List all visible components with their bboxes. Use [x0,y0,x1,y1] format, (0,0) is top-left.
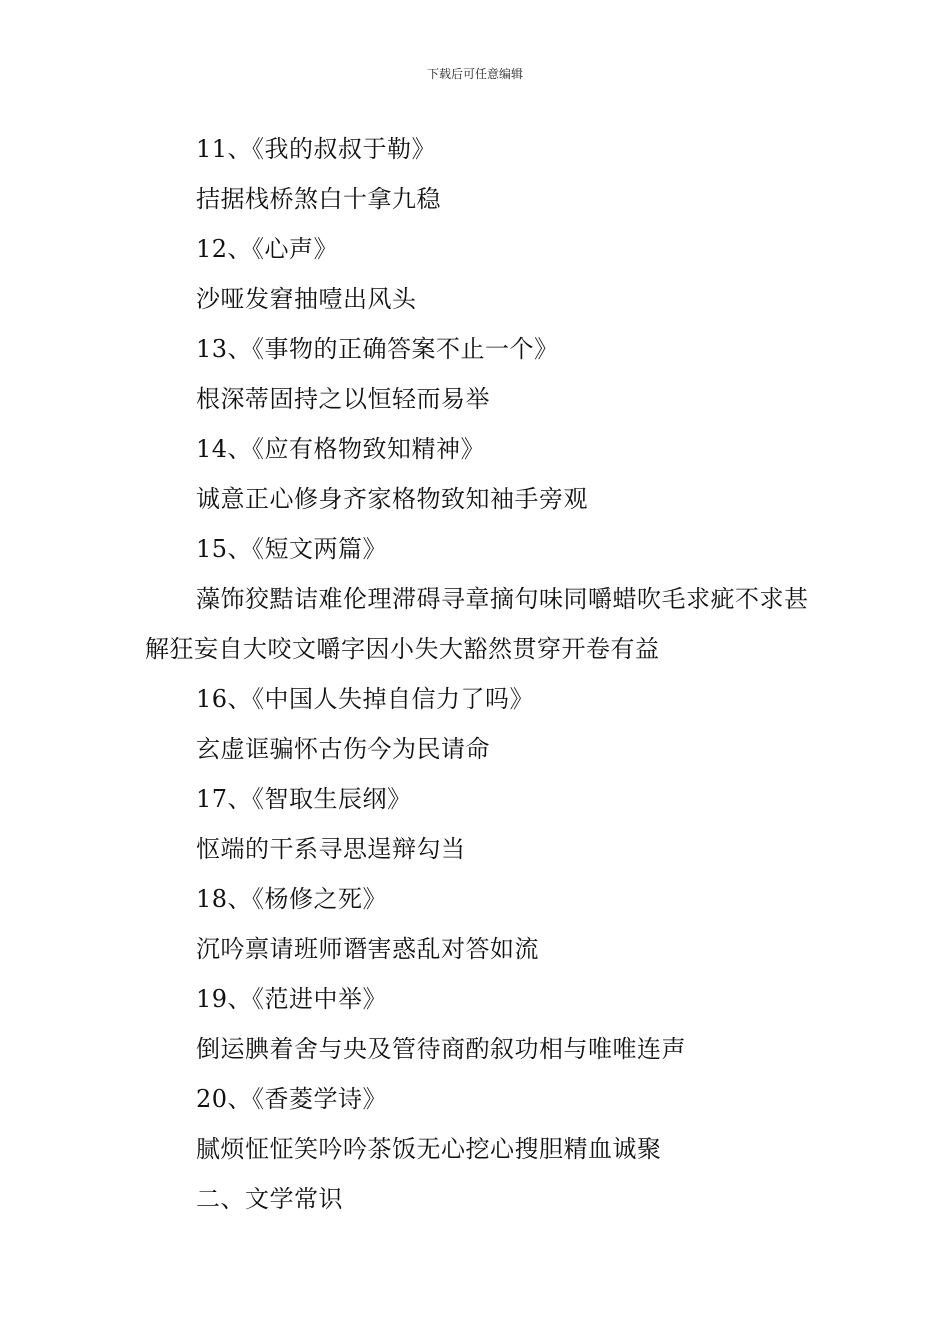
vocab-lesson-20: 腻烦怔怔笑吟吟茶饭无心挖心搜胆精血诚聚 [196,1135,662,1163]
vocab-lesson-15: 藻饰狡黠诘难伦理滞碍寻章摘句味同嚼蜡吹毛求疵不求甚解狂妄自大咬文嚼字因小失大豁然贯穿开卷有益 [145,585,809,663]
vocab-lesson-16: 玄虚诓骗怀古伤今为民请命 [196,735,490,763]
heading-lesson-13: 13、《事物的正确答案不止一个》 [196,335,559,363]
vocab-lesson-18: 沉吟禀请班师谮害惑乱对答如流 [196,935,539,963]
heading-lesson-19: 19、《范进中举》 [196,985,388,1013]
vocab-lesson-19: 倒运腆着舍与央及管待商酌叙功相与唯唯连声 [196,1035,686,1063]
heading-lesson-12: 12、《心声》 [196,235,339,263]
heading-lesson-11: 11、《我的叔叔于勒》 [196,135,437,163]
heading-lesson-16: 16、《中国人失掉自信力了吗》 [196,685,535,713]
heading-lesson-14: 14、《应有格物致知精神》 [196,435,486,463]
page-header: 下载后可任意编辑 [426,67,523,81]
document-body [145,124,815,1224]
vocab-lesson-14: 诚意正心修身齐家格物致知袖手旁观 [196,485,588,513]
heading-lesson-20: 20、《香菱学诗》 [196,1085,388,1113]
vocab-lesson-12: 沙哑发窘抽噎出风头 [196,285,417,313]
vocab-lesson-13: 根深蒂固持之以恒轻而易举 [196,385,490,413]
heading-lesson-18: 18、《杨修之死》 [196,885,388,913]
heading-lesson-17: 17、《智取生辰纲》 [196,785,412,813]
vocab-lesson-17: 怄端的干系寻思逞辩勾当 [196,835,466,863]
vocab-lesson-11: 拮据栈桥煞白十拿九稳 [196,185,441,213]
heading-lesson-15: 15、《短文两篇》 [196,535,388,563]
section-heading-literary-knowledge: 二、文学常识 [196,1185,343,1213]
